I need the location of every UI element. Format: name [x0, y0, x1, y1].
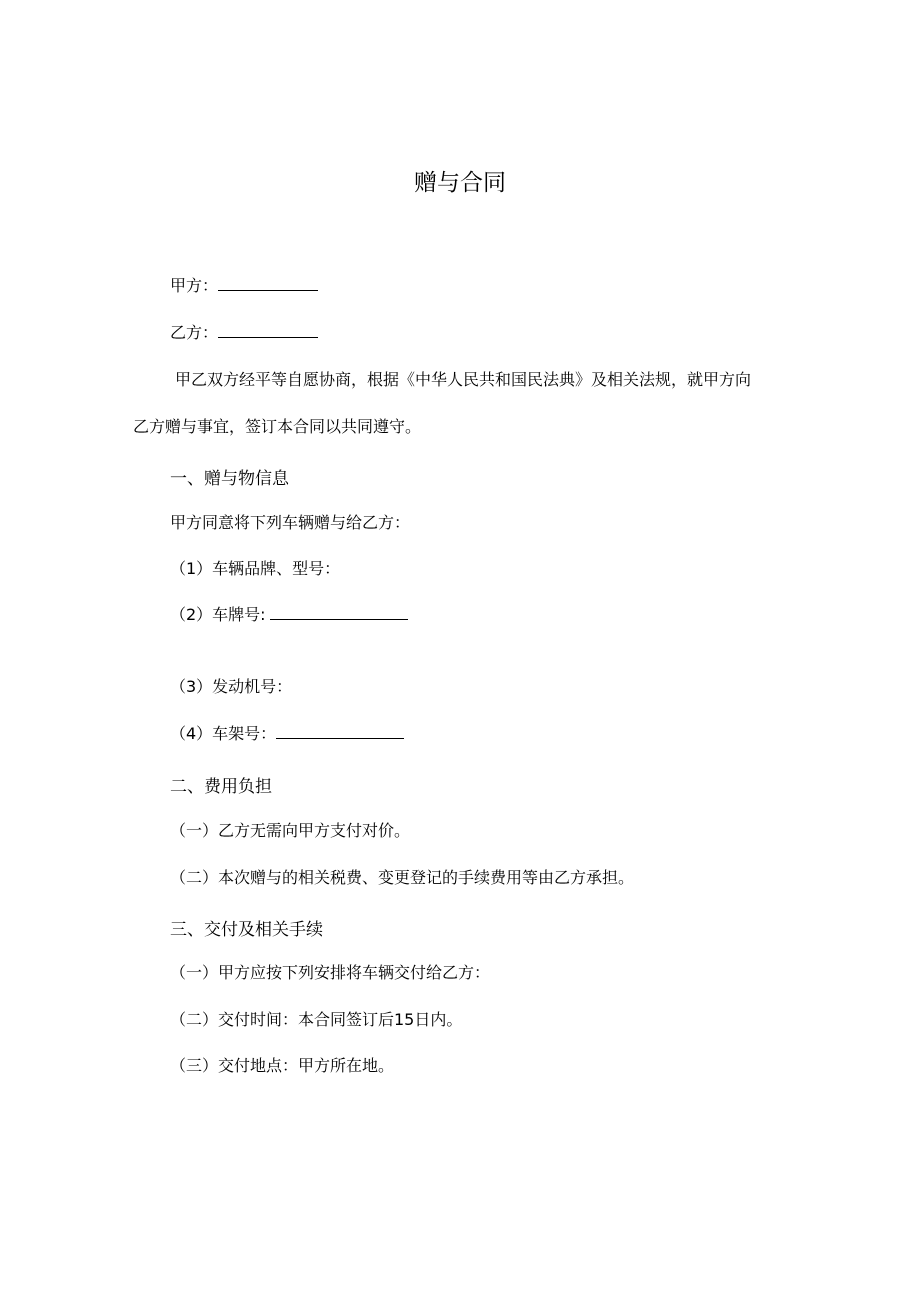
party-b-line — [170, 322, 318, 344]
party-b-blank — [218, 323, 318, 338]
intro-line-2: 乙方赠与事宜，签订本合同以共同遵守。 — [133, 417, 422, 436]
section1-lead: 甲方同意将下列车辆赠与给乙方： — [170, 513, 411, 532]
section3-item-1: （一）甲方应按下列安排将车辆交付给乙方： — [170, 963, 491, 982]
section3-item-3: （三）交付地点：甲方所在地。 — [170, 1056, 395, 1075]
section1-item-3: （3）发动机号： — [170, 677, 293, 696]
plate-number-blank — [270, 605, 408, 620]
section1-heading: 一、赠与物信息 — [170, 469, 289, 489]
document-title: 赠与合同 — [414, 170, 506, 196]
section1-item-2: （2）车牌号: — [170, 605, 266, 624]
intro-line-1: 甲乙双方经平等自愿协商，根据《中华人民共和国民法典》及相关法规，就甲方向 — [175, 370, 752, 389]
section3-item-2: （二）交付时间：本合同签订后15日内。 — [170, 1010, 463, 1029]
party-b-label: 乙方： — [170, 323, 219, 342]
section1-item-4: （4）车架号： — [170, 724, 277, 743]
party-a-line — [170, 275, 318, 297]
party-a-blank — [218, 276, 318, 291]
section2-item-1: （一）乙方无需向甲方支付对价。 — [170, 821, 411, 840]
section1-item-4-line — [170, 723, 404, 745]
section1-item-1: （1）车辆品牌、型号： — [170, 559, 341, 578]
section2-item-2: （二）本次赠与的相关税费、变更登记的手续费用等由乙方承担。 — [170, 868, 635, 887]
party-a-label: 甲方： — [170, 276, 219, 295]
section1-item-2-line — [170, 604, 408, 626]
section3-heading: 三、交付及相关手续 — [170, 920, 323, 940]
section2-heading: 二、费用负担 — [170, 777, 272, 797]
chassis-number-blank — [276, 724, 404, 739]
